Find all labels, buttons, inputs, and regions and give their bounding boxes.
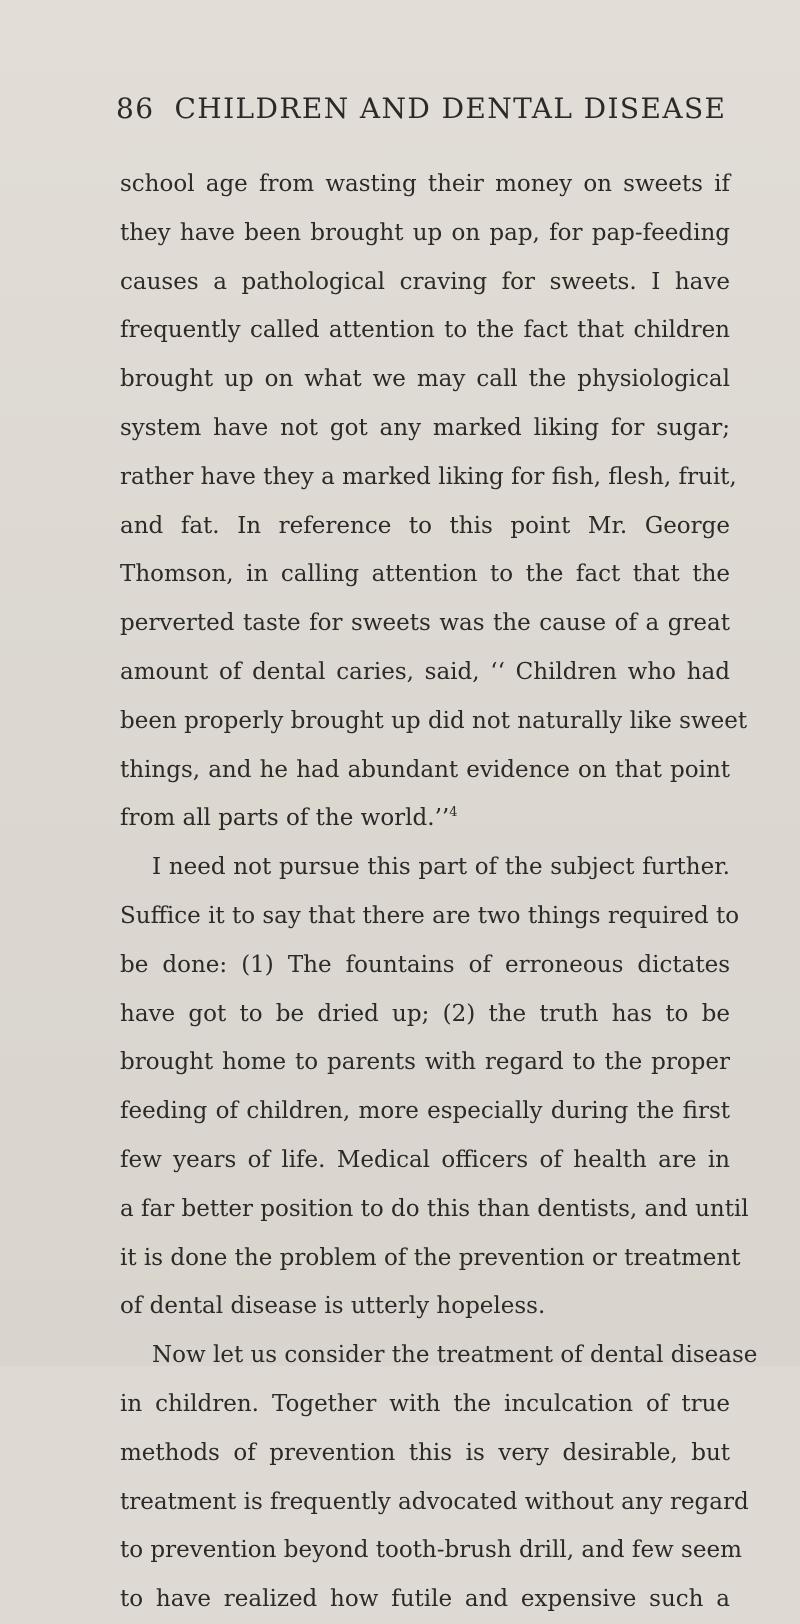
body-text xyxy=(120,160,758,1624)
text-line: to prevention beyond tooth-brush drill, and few seem xyxy=(120,1537,742,1564)
text-line: frequently called attention to the fact that children xyxy=(120,317,730,344)
text-line: have got to be dried up; (2) the truth has to be xyxy=(120,1000,730,1027)
text-line xyxy=(120,794,730,843)
text-line: Thomson, in calling attention to the fact that the xyxy=(120,561,730,588)
text-line: treatment is frequently advocated without any regard xyxy=(120,1488,749,1515)
text-line: amount of dental caries, said, ‘‘ Children who had xyxy=(120,658,730,685)
text-line: things, and he had abundant evidence on that point xyxy=(120,756,730,783)
text-line: and fat. In reference to this point Mr. George xyxy=(120,512,730,539)
text-line: brought up on what we may call the physiological xyxy=(120,366,730,393)
text-line: Suffice it to say that there are two things required to xyxy=(120,902,740,929)
text-line: it is done the problem of the prevention or treatment xyxy=(120,1244,741,1271)
text-line: causes a pathological craving for sweets. I have xyxy=(120,268,730,295)
text-line: feeding of children, more especially during the first xyxy=(120,1098,730,1125)
page-number: 86 xyxy=(116,92,155,125)
text-line: Now let us consider the treatment of dental disease xyxy=(152,1342,758,1369)
text-line: been properly brought up did not naturally like sweet xyxy=(120,707,748,734)
text-line: methods of prevention this is very desirable, but xyxy=(120,1439,730,1466)
text-line: school age from wasting their money on sweets if xyxy=(120,171,730,197)
text-line: system have not got any marked liking for sugar; xyxy=(120,414,730,441)
text-line: in children. Together with the inculcation of true xyxy=(120,1390,730,1417)
text-line: they have been brought up on pap, for pap-feeding xyxy=(120,219,730,246)
running-header xyxy=(116,92,726,125)
running-title: CHILDREN AND DENTAL DISEASE xyxy=(174,92,727,125)
text-line: to have realized how futile and expensive such a xyxy=(120,1586,730,1613)
text-line: rather have they a marked liking for fish, flesh, fruit, xyxy=(120,463,737,490)
text-line: brought home to parents with regard to the proper xyxy=(120,1049,730,1076)
text-line: I need not pursue this part of the subject further. xyxy=(152,854,730,881)
text-line: be done: (1) The fountains of erroneous dictates xyxy=(120,951,730,978)
text-line: a far better position to do this than dentists, and until xyxy=(120,1195,749,1222)
text-line: of dental disease is utterly hopeless. xyxy=(120,1293,546,1320)
text-line: few years of life. Medical officers of health are in xyxy=(120,1146,730,1173)
paragraph-end-text: from all parts of the world.’’ xyxy=(120,805,450,832)
footnote-marker: 4 xyxy=(449,805,458,821)
text-line: perverted taste for sweets was the cause of a great xyxy=(120,610,730,637)
